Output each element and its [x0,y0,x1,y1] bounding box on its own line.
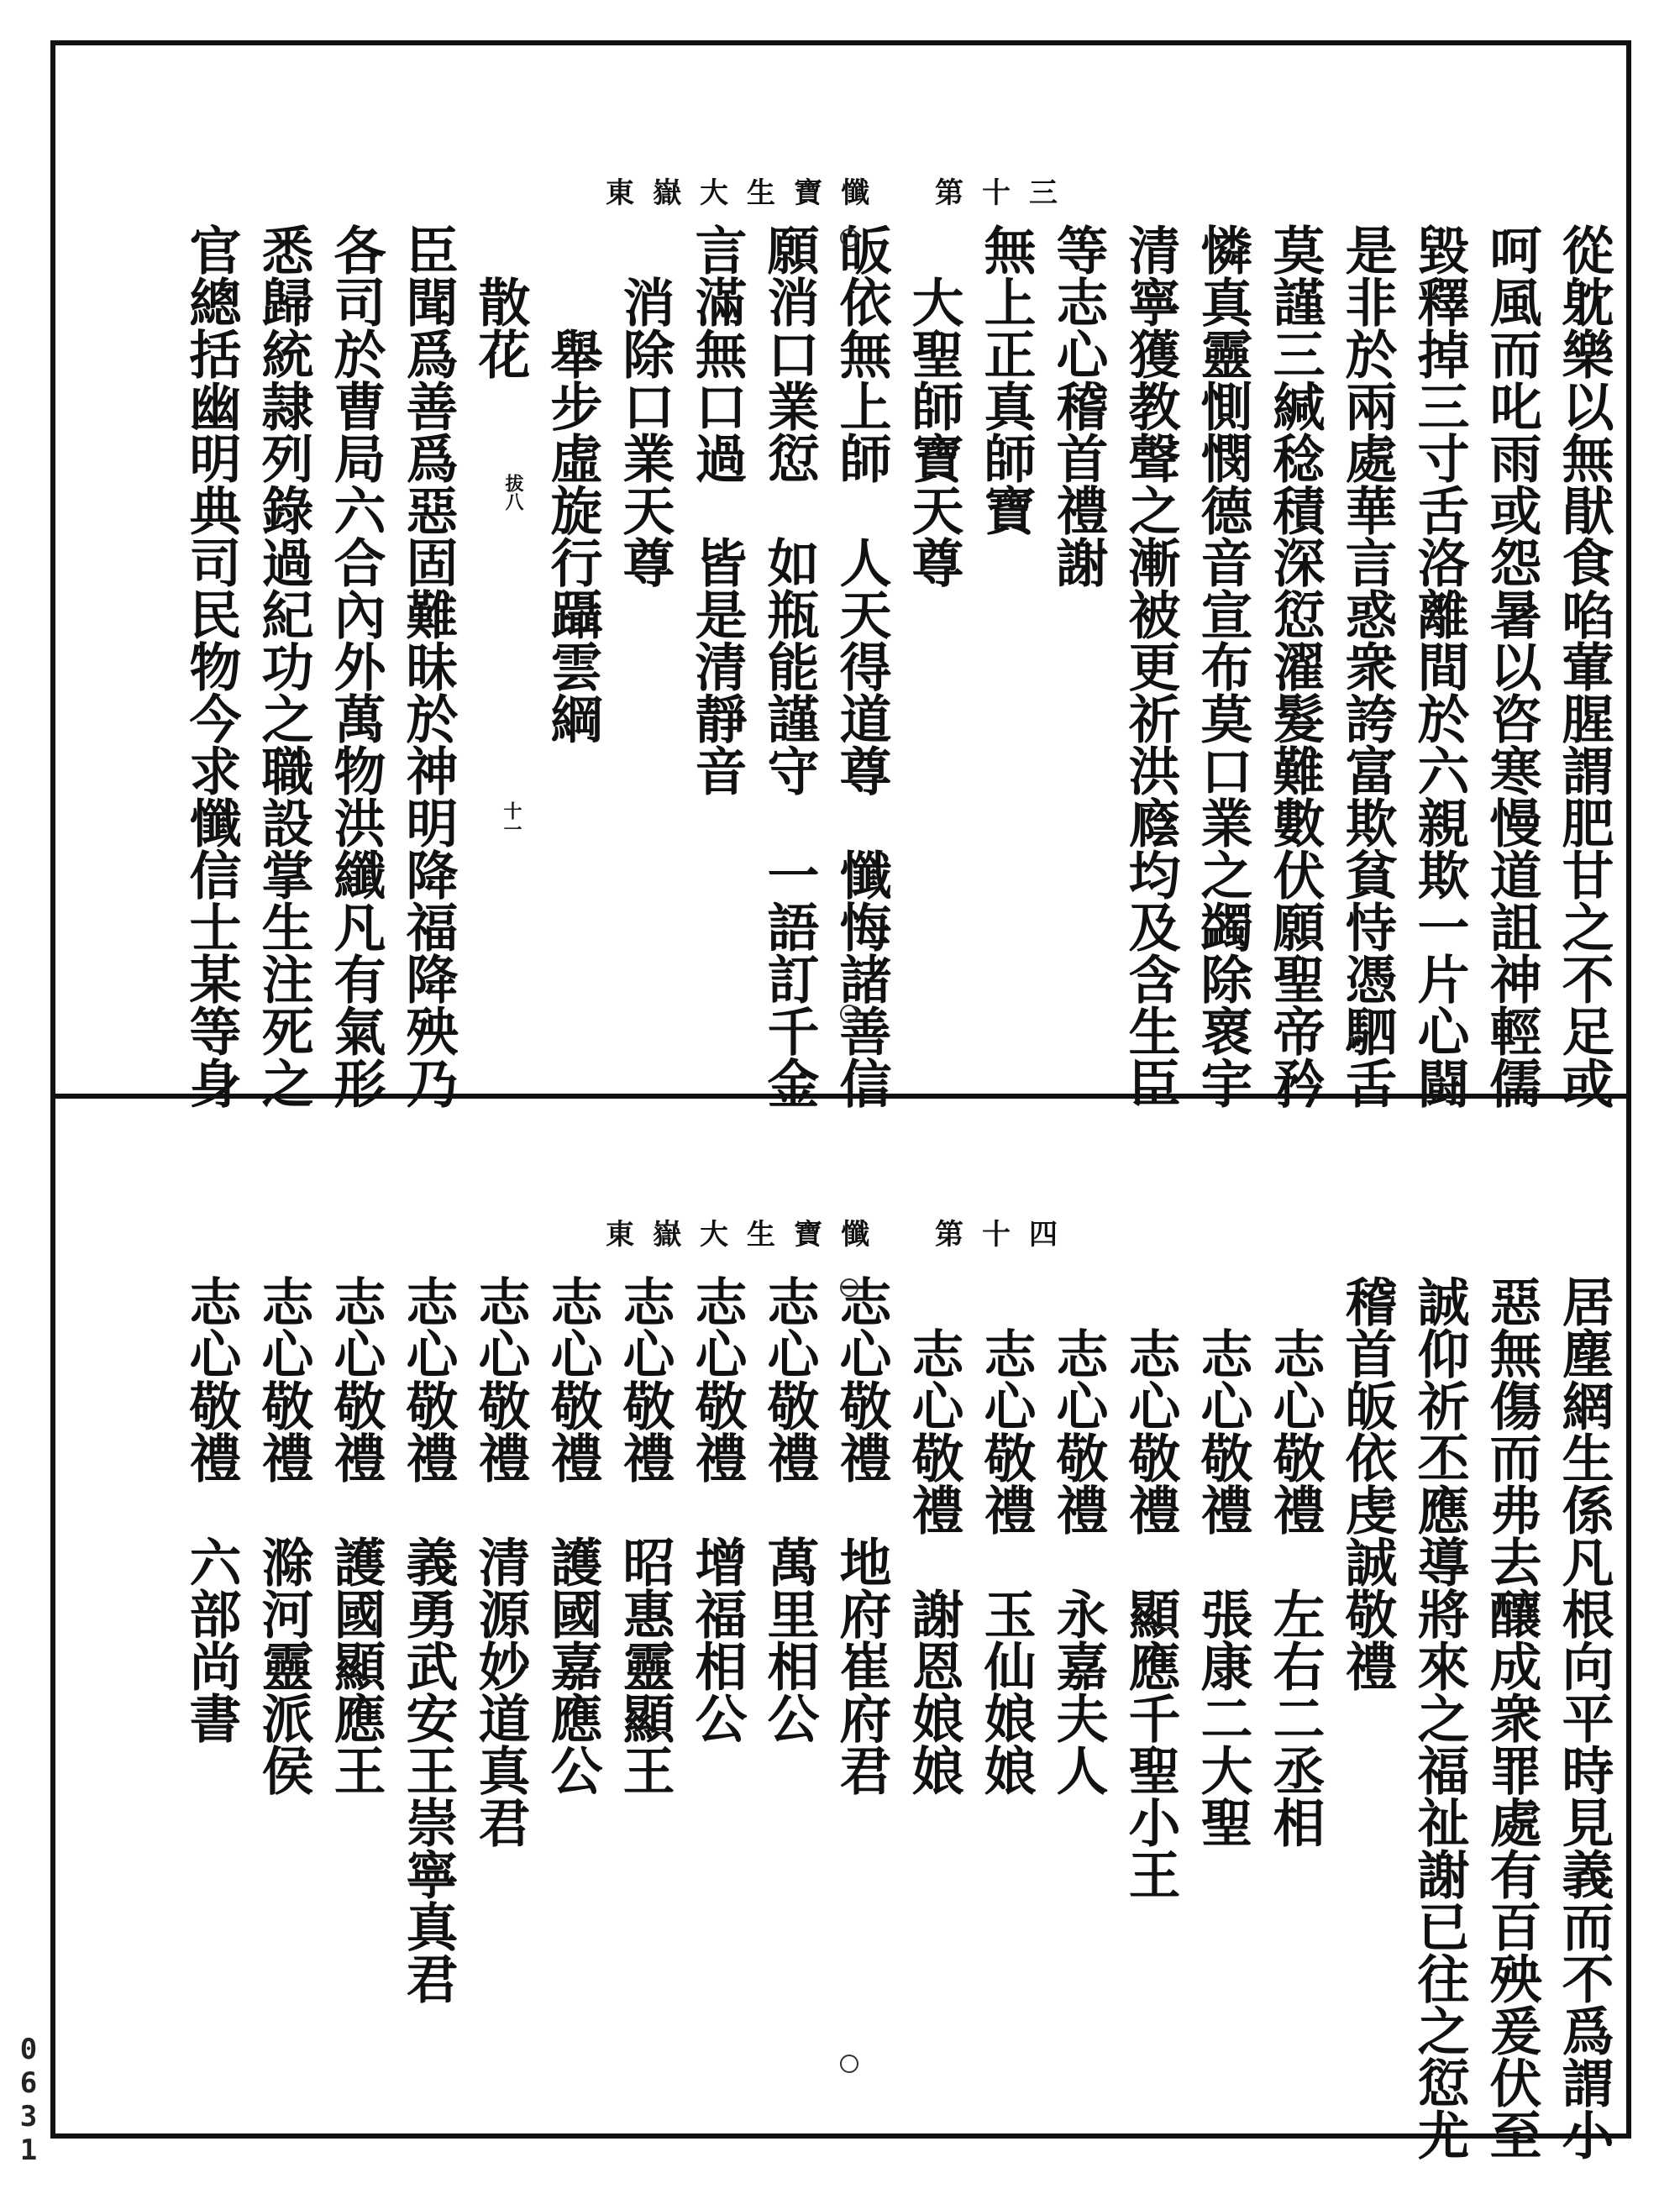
text-column: 清寧獲教聲之漸被更祈洪廕均及含生臣 [1120,223,1181,1109]
circle-mark [840,2055,858,2073]
text-column: 志心敬禮 萬里相公 [759,1275,820,1744]
text-column: 各司於曹局六合內外萬物洪纖凡有氣形 [325,223,386,1109]
text-column: 志心敬禮 增福相公 [686,1275,748,1744]
text-column: 稽首皈依虔誠敬禮 [1336,1275,1398,1692]
margin-note: 拔八 [502,474,524,511]
text-column: 莫謹三緘稔積深愆濯髮難數伏願聖帝矜 [1264,223,1326,1109]
text-column: 皈依無上師 人天得道尊 懺悔諸善信 [831,223,892,1109]
text-column: 官總括幽明典司民物今求懺信士某等身 [181,223,242,1109]
text-column: 惡無傷而弗去釀成衆罪處有百殃爰伏至 [1481,1275,1542,2160]
text-column: 從躭樂以無猒食啗葷腥謂肥甘之不足或 [1553,223,1614,1109]
text-column: 舉步虛旋行躡雲綱 [542,223,603,744]
text-column: 無上正真師寶 [975,223,1037,536]
margin-note: 十一 [501,801,522,838]
text-column: 志心敬禮 顯應千聖小王 [1120,1275,1181,1900]
bottom-page-text [165,1275,1614,2160]
text-column: 散花 [470,223,531,380]
text-column: 志心敬禮 左右二丞相 [1264,1275,1326,1848]
top-page-header: 東嶽大生寶懺 第十三 [606,176,1076,210]
text-column: 居塵網生係凡根向平時見義而不爲謂小 [1553,1275,1614,2160]
circle-mark [840,1278,858,1297]
page-number: 0631 [12,2033,45,2167]
text-column: 志心敬禮 滁河靈派侯 [253,1275,314,1796]
text-column: 言滿無口過 皆是清靜音 [686,223,748,796]
text-column: 憐真靈惻憫德音宣布莫口業之蠲除褱宇 [1192,223,1253,1109]
text-column: 誠仰祈丕應導將來之福祉謝已往之愆尤 [1409,1275,1470,2160]
text-column: 志心敬禮 護國顯應王 [325,1275,386,1796]
bottom-page [55,1099,1626,2160]
text-column: 志心敬禮 玉仙娘娘 [975,1275,1037,1796]
text-column: 呵風而叱雨或怨暑以咨寒慢道詛神輕儒 [1481,223,1542,1109]
text-column: 消除口業天尊 [614,223,675,588]
bottom-page-header: 東嶽大生寶懺 第十四 [606,1218,1076,1252]
text-column: 志心敬禮 永嘉夫人 [1047,1275,1109,1796]
text-column: 願消口業愆 如瓶能謹守 一語訂千金 [759,223,820,1109]
text-column: 臣聞爲善爲惡固難昧於神明降福降殃乃 [397,223,459,1109]
circle-mark [840,1005,858,1023]
text-column: 大聖師寶天尊 [903,223,964,588]
text-column: 志心敬禮 清源妙道真君 [470,1275,531,1848]
text-column: 志心敬禮 張康二大聖 [1192,1275,1253,1848]
text-column: 等志心稽首禮謝 [1047,223,1109,588]
text-column: 志心敬禮 地府崔府君 [831,1275,892,1796]
text-column: 悉歸統隷列錄過紀功之職設掌生注死之 [253,223,314,1109]
text-column: 志心敬禮 昭惠靈顯王 [614,1275,675,1796]
circle-mark [840,228,858,247]
text-column: 毀釋掉三寸舌洛離間於六親欺一片心闘 [1409,223,1470,1109]
text-column: 志心敬禮 六部尚書 [181,1275,242,1744]
text-column: 志心敬禮 義勇武安王崇寧真君 [397,1275,459,2004]
text-column: 志心敬禮 護國嘉應公 [542,1275,603,1796]
top-page [55,45,1626,1109]
text-column: 志心敬禮 謝恩娘娘 [903,1275,964,1796]
text-column: 是非於兩處華言惑衆誇富欺貧恃憑駟舌 [1336,223,1398,1109]
top-page-text [165,223,1614,1109]
